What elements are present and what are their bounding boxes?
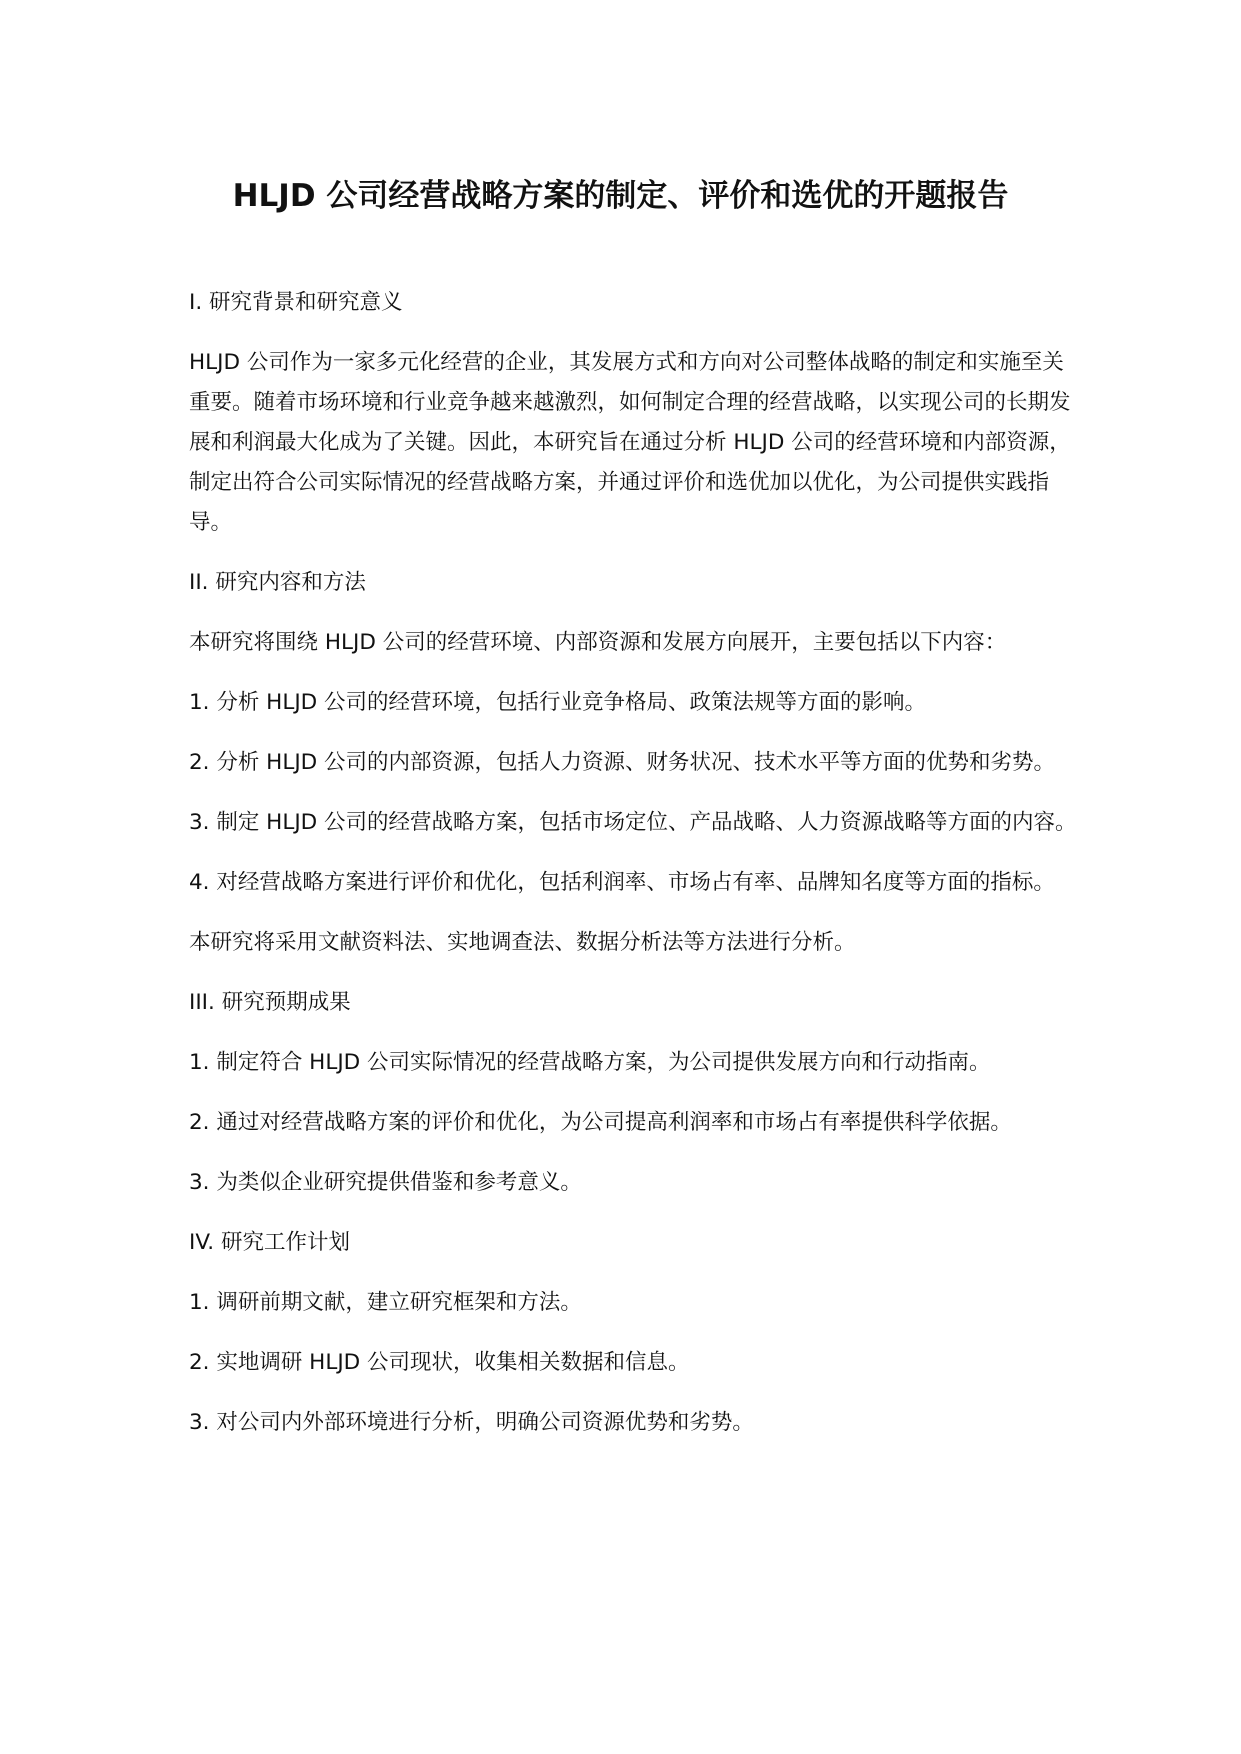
list-item: 1. 调研前期文献，建立研究框架和方法。: [189, 1290, 582, 1315]
document-title: HLJD 公司经营战略方案的制定、评价和选优的开题报告: [232, 178, 1009, 214]
paragraph: HLJD 公司作为一家多元化经营的企业，其发展方式和方向对公司整体战略的制定和实施至关重要。随着市场环境和行业竞争越来越激烈，如何制定合理的经营战略，以实现公司的长期发展和利润最大化成为了关键。因此，本研究旨在通过分析 HLJD 公司的经营环境和内部资源，制定出符合公司实际情况的经营战略方案，并通过评价和选优加以优化，为公司提供实践指导。: [189, 350, 1071, 535]
section-heading: II. 研究内容和方法: [189, 570, 366, 595]
section-heading: IV. 研究工作计划: [189, 1230, 350, 1255]
paragraph: 本研究将围绕 HLJD 公司的经营环境、内部资源和发展方向展开，主要包括以下内容：: [189, 630, 1007, 655]
section-heading: III. 研究预期成果: [189, 990, 351, 1015]
list-item: 1. 制定符合 HLJD 公司实际情况的经营战略方案，为公司提供发展方向和行动指南。: [189, 1050, 991, 1075]
section-heading: I. 研究背景和研究意义: [189, 290, 403, 315]
list-item: 1. 分析 HLJD 公司的经营环境，包括行业竞争格局、政策法规等方面的影响。: [189, 690, 927, 715]
list-item: 3. 对公司内外部环境进行分析，明确公司资源优势和劣势。: [189, 1410, 754, 1435]
document-body: [189, 283, 1079, 1463]
list-item: 2. 实地调研 HLJD 公司现状，收集相关数据和信息。: [189, 1350, 690, 1375]
list-item: 2. 分析 HLJD 公司的内部资源，包括人力资源、财务状况、技术水平等方面的优势和劣势。: [189, 750, 1056, 775]
list-item: 3. 制定 HLJD 公司的经营战略方案，包括市场定位、产品战略、人力资源战略等方面的内容。: [189, 810, 1077, 835]
list-item: 3. 为类似企业研究提供借鉴和参考意义。: [189, 1170, 582, 1195]
list-item: 4. 对经营战略方案进行评价和优化，包括利润率、市场占有率、品牌知名度等方面的指标。: [189, 870, 1055, 895]
list-item: 2. 通过对经营战略方案的评价和优化，为公司提高利润率和市场占有率提供科学依据。: [189, 1110, 1012, 1135]
paragraph: 本研究将采用文献资料法、实地调查法、数据分析法等方法进行分析。: [189, 930, 856, 955]
